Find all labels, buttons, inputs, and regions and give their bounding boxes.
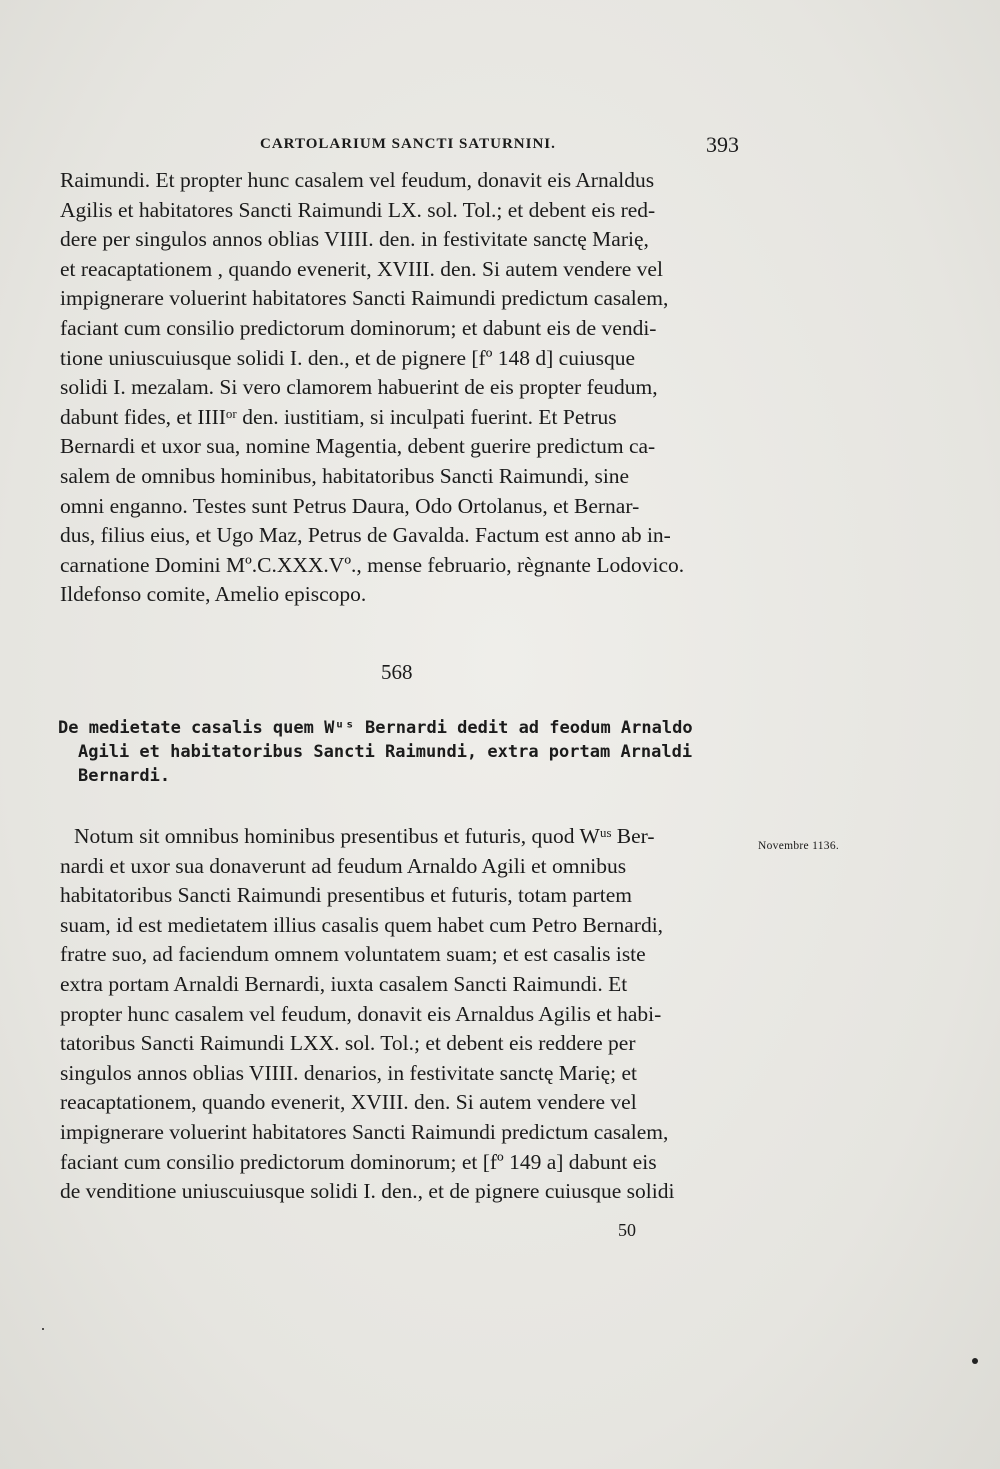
- signature-mark: 50: [618, 1220, 636, 1240]
- text-line: extra portam Arnaldi Bernardi, iuxta casalem Sancti Raimundi. Et: [60, 971, 628, 996]
- paper-speck: [972, 1358, 978, 1364]
- text-line: suam, id est medietatem illius casalis quem habet cum Petro Bernardi,: [60, 912, 664, 937]
- charter-number: 568: [381, 660, 413, 684]
- text-line: Agilis et habitatores Sancti Raimundi LX. sol. Tol.; et debent eis red-: [60, 197, 656, 222]
- running-title: CARTOLARIUM SANCTI SATURNINI.: [260, 136, 556, 152]
- rubric-line: Agili et habitatoribus Sancti Raimundi, extra portam Arnaldi: [78, 742, 693, 762]
- text-line: tatoribus Sancti Raimundi LXX. sol. Tol.; et debent eis reddere per: [60, 1031, 636, 1056]
- text-line: omni enganno. Testes sunt Petrus Daura, Odo Ortolanus, et Bernar-: [60, 493, 640, 518]
- continued-charter-text: [60, 166, 740, 610]
- text-line: singulos annos oblias VIIII. denarios, in festivitate sanctę Marię; et: [60, 1060, 637, 1085]
- rubric-line: Bernardi.: [78, 766, 171, 786]
- text-line: de venditione uniuscuiusque solidi I. den., et de pignere cuiusque solidi: [60, 1179, 675, 1204]
- paper-speck: [42, 1328, 44, 1330]
- text-line: fratre suo, ad faciendum omnem voluntatem suam; et est casalis iste: [60, 942, 646, 967]
- margin-date-note: Novembre 1136.: [758, 840, 840, 852]
- text-line: dabunt fides, et IIIIᵒʳ den. iustitiam, si inculpati fuerint. Et Petrus: [60, 404, 617, 429]
- text-line: impignerare voluerint habitatores Sancti Raimundi predictum casalem,: [60, 1119, 669, 1144]
- text-line: dus, filius eius, et Ugo Maz, Petrus de Gavalda. Factum est anno ab in-: [60, 523, 671, 548]
- text-line: carnatione Domini Mº.C.XXX.Vº., mense februario, règnante Lodovico.: [60, 552, 685, 577]
- text-line: tione uniuscuiusque solidi I. den., et de pignere [fº 148 d] cuiusque: [60, 345, 636, 370]
- text-line: solidi I. mezalam. Si vero clamorem habuerint de eis propter feudum,: [60, 375, 658, 400]
- text-line: dere per singulos annos oblias VIIII. den. in festivitate sanctę Marię,: [60, 227, 649, 252]
- text-line: et reacaptationem , quando evenerit, XVIII. den. Si autem vendere vel: [60, 256, 663, 281]
- text-line: Bernardi et uxor sua, nomine Magentia, debent guerire predictum ca-: [60, 434, 656, 459]
- charter-text: [60, 822, 740, 1207]
- text-line: salem de omnibus hominibus, habitatoribus Sancti Raimundi, sine: [60, 463, 630, 488]
- rubric-line: De medietate casalis quem Wᵘˢ Bernardi dedit ad feodum Arnaldo: [58, 718, 693, 738]
- text-line: propter hunc casalem vel feudum, donavit eis Arnaldus Agilis et habi-: [60, 1001, 662, 1026]
- charter-rubric: [58, 716, 758, 788]
- text-line: reacaptationem, quando evenerit, XVIII. den. Si autem vendere vel: [60, 1090, 637, 1115]
- text-line: Raimundi. Et propter hunc casalem vel feudum, donavit eis Arnaldus: [60, 168, 655, 192]
- text-line: Ildefonso comite, Amelio episcopo.: [60, 582, 367, 607]
- page-number: 393: [706, 132, 739, 157]
- text-line: faciant cum consilio predictorum dominorum; et dabunt eis de vendi-: [60, 315, 657, 340]
- text-line: faciant cum consilio predictorum dominorum; et [fº 149 a] dabunt eis: [60, 1149, 657, 1174]
- text-line: impignerare voluerint habitatores Sancti Raimundi predictum casalem,: [60, 286, 669, 311]
- text-line: Notum sit omnibus hominibus presentibus et futuris, quod Wᵘˢ Ber-: [74, 824, 655, 848]
- text-line: habitatoribus Sancti Raimundi presentibus et futuris, totam partem: [60, 883, 633, 908]
- text-line: nardi et uxor sua donaverunt ad feudum Arnaldo Agili et omnibus: [60, 853, 627, 878]
